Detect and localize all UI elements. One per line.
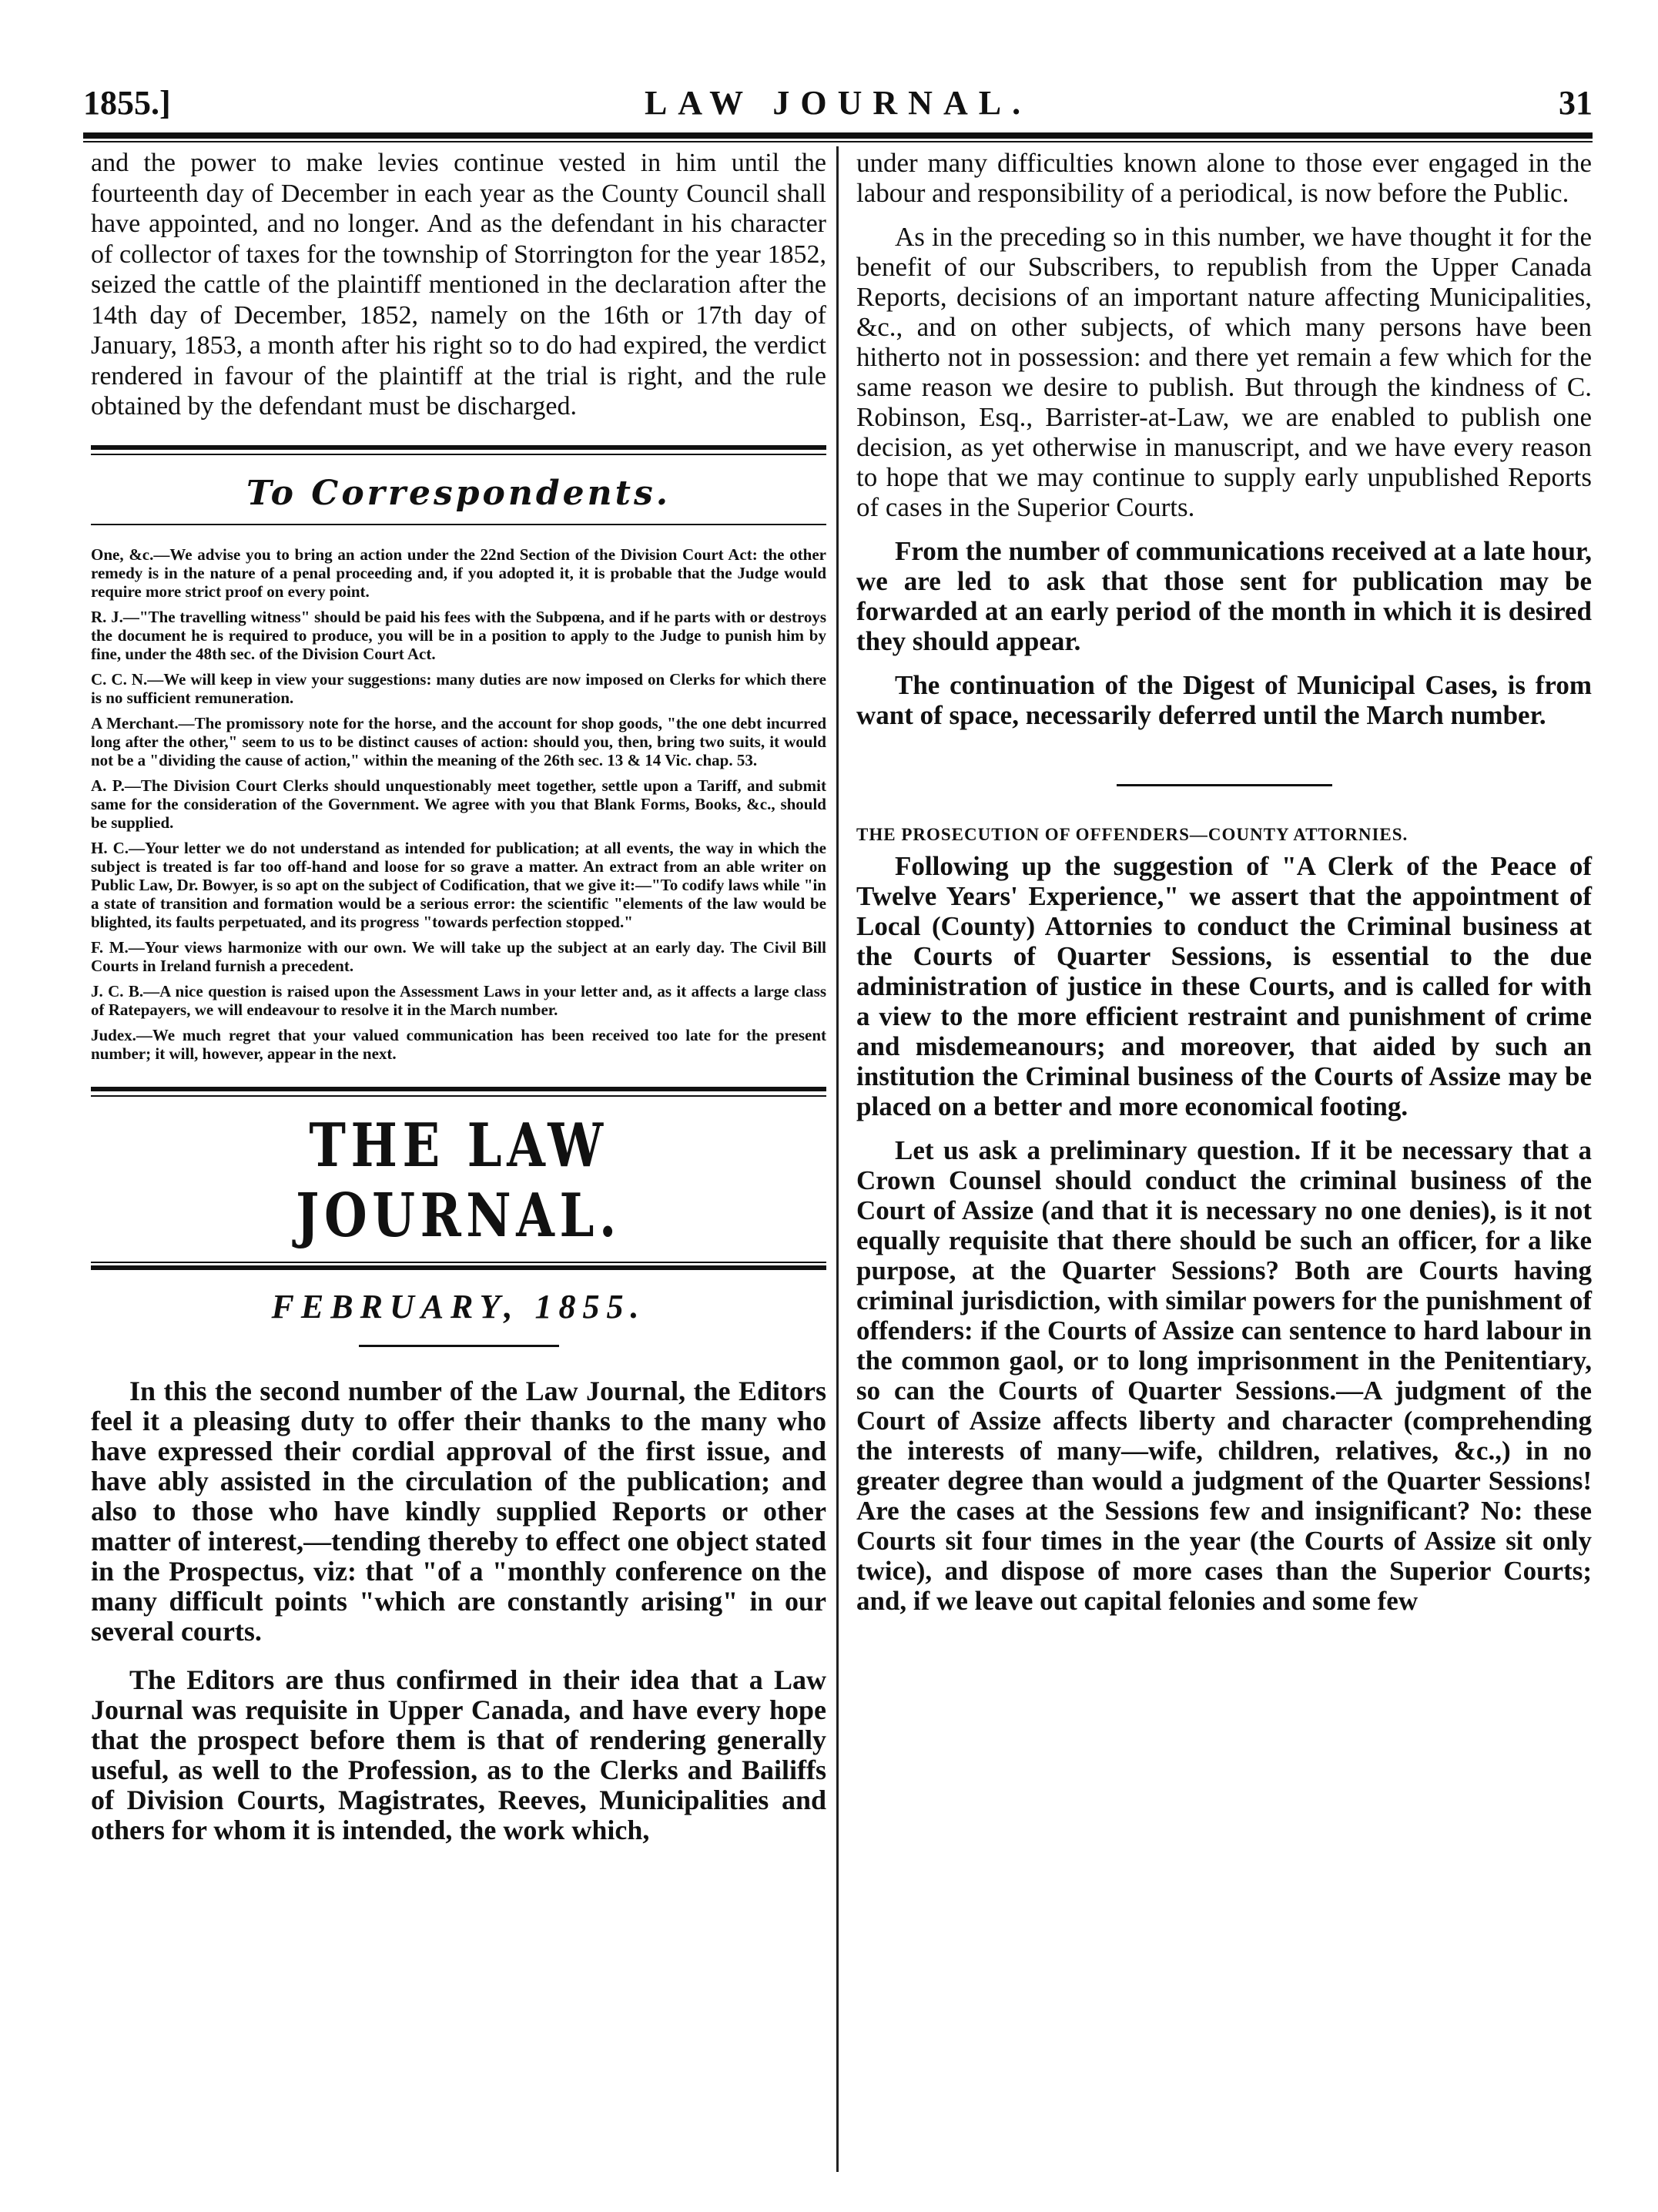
editorial-continuation: under many difficulties known alone to those ever engaged in the labour and responsibility of a periodical, is now before the Public. xyxy=(856,148,1592,208)
header-rule-thin xyxy=(83,141,1593,142)
correspondent-note: One, &c.—We advise you to bring an action under the 22nd Section of the Division Court Act: the other remedy is in the nature of a penal proceeding and, if you adopted it, it is probable that the Judge would require more strict proof on every point. xyxy=(91,545,826,601)
correspondents-heading: To Correspondents. xyxy=(246,473,672,513)
masthead-rule-thin xyxy=(91,1095,826,1097)
journal-masthead-title: THE LAW JOURNAL. xyxy=(296,1110,621,1251)
correspondent-note: C. C. N.—We will keep in view your suggestions: many duties are now imposed on Clerks for which there is no sufficient remuneration. xyxy=(91,669,826,707)
masthead-rule xyxy=(91,1087,826,1091)
section-rule xyxy=(91,445,826,450)
issue-date: FEBRUARY, 1855. xyxy=(271,1287,646,1326)
left-column xyxy=(91,148,826,1845)
masthead-rule-below-thick xyxy=(91,1265,826,1270)
case-conclusion-paragraph: and the power to make levies continue vested in him until the fourteenth day of December in each year as the County Council shall have appointed, and no longer. And as the defendant in his character of collector of taxes for the township of Storrington for the year 1852, seized the cattle of the plaintiff mentioned in the declaration after the 14th day of December, 1852, namely on the 16th or 17th day of January, 1853, a month after his right so to do had expired, the verdict rendered in favour of the plaintiff at the trial is right, and the rule obtained by the defendant must be discharged. xyxy=(91,149,826,421)
editorial-paragraph-digest: The continuation of the Digest of Municipal Cases, is from want of space, necessarily deferred until the March number. xyxy=(856,670,1592,730)
correspondent-note: A. P.—The Division Court Clerks should unquestionably meet together, settle upon a Tariff, and submit same for the consideration of the Government. We agree with you that Blank Forms, Books, &c., should be supplied. xyxy=(91,776,826,832)
masthead-rule-below xyxy=(91,1262,826,1263)
right-column xyxy=(856,148,1592,1616)
header-title: LAW JOURNAL. xyxy=(644,84,1032,122)
correspondent-note: H. C.—Your letter we do not understand as intended for publication; at all events, the way in which the subject is treated is far too off-hand and loose for so grave a matter. An extract from an able writer on Public Law, Dr. Bowyer, is so apt on the subject of Codification, that we give it:—"To codify laws while "in a state of transition and formation would be a serious error: the scientific "elements of the law would be blighted, its faults perpetuated, and its progress "towards perfection stopped." xyxy=(91,838,826,931)
correspondent-note: J. C. B.—A nice question is raised upon the Assessment Laws in your letter and, as it affects a large class of Ratepayers, we will endeavour to resolve it in the March number. xyxy=(91,981,826,1019)
correspondent-note: Judex.—We much regret that your valued communication has been received too late for the present number; it will, however, appear in the next. xyxy=(91,1025,826,1063)
date-rule xyxy=(359,1345,559,1347)
header-year: 1855.] xyxy=(83,84,171,122)
editorial-paragraph-2: The Editors are thus confirmed in their idea that a Law Journal was requisite in Upper Canada, and have every hope that the prospect before them is that of rendering generally useful, as well to the Profession, as to the Clerks and Bailiffs of Division Courts, Magistrates, Reeves, Municipalities and others for whom it is intended, the work which, xyxy=(91,1664,826,1845)
article-heading: THE PROSECUTION OF OFFENDERS—COUNTY ATTORNIES. xyxy=(856,825,1408,844)
correspondent-note: R. J.—"The travelling witness" should be paid his fees with the Subpœna, and if he parts with or destroys the document he is required to produce, you will be in a position to apply to the Judge to punish him by fine, under the 48th sec. of the Division Court Act. xyxy=(91,607,826,663)
section-rule-thin xyxy=(91,454,826,455)
editorial-paragraph-reports: As in the preceding so in this number, we have thought it for the benefit of our Subscribers, to republish from the Upper Canada Reports, decisions of an important nature affecting Municipalities, &c., and on other subjects, of which many persons have been hitherto not in possession: and there yet remain a few which for the same reason we desire to publish. But through the kindness of C. Robinson, Esq., Barrister-at-Law, we are enabled to publish one decision, as yet otherwise in manuscript, and we have every reason to hope that we may continue to supply early unpublished Reports of cases in the Superior Courts. xyxy=(856,222,1592,522)
correspondent-note: A Merchant.—The promissory note for the horse, and the account for shop goods, "the one debt incurred long after the other," seem to us to be distinct causes of action: should you, then, bring two suits, it would not be a "dividing the cause of action," within the meaning of the 26th sec. 13 & 14 Vic. chap. 53. xyxy=(91,713,826,769)
header-page-number: 31 xyxy=(1559,84,1593,122)
header-rule xyxy=(83,132,1593,139)
article-paragraph-1: Following up the suggestion of "A Clerk of the Peace of Twelve Years' Experience," we assert that the appointment of Local (County) Attornies to conduct the Criminal business at the Courts of Quarter Sessions, is essential to the due administration of justice in these Courts, and is called for with a view to the more efficient restraint and punishment of crime and misdemeanours; and moreover, that aided by such an institution the Criminal business of the Courts of Assize may be placed on a better and more economical footing. xyxy=(856,851,1592,1121)
correspondent-note: F. M.—Your views harmonize with our own. We will take up the subject at an early day. The Civil Bill Courts in Ireland furnish a precedent. xyxy=(91,937,826,975)
editorial-paragraph-communications: From the number of communications received at a late hour, we are led to ask that those sent for publication may be forwarded at an early period of the month in which it is desired they should appear. xyxy=(856,536,1592,656)
section-divider xyxy=(1117,784,1332,786)
article-paragraph-2: Let us ask a preliminary question. If it be necessary that a Crown Counsel should conduct the criminal business of the Court of Assize (and that it is necessary no one denies), is it not equally requisite that there should be such an officer, for a like purpose, at the Quarter Sessions? Both are Courts having criminal jurisdiction, with similar powers for the punishment of offenders: if the Courts of Assize can sentence to hard labour in the common gaol, or to long imprisonment in the Penitentiary, so can the Courts of Quarter Sessions.—A judgment of the Court of Assize affects liberty and character (comprehending the interests of many—wife, children, relatives, &c.,) in no greater degree than would a judgment of the Quarter Sessions! Are the cases at the Sessions few and insignificant? No: these Courts sit four times in the year (the Courts of Assize sit only twice), and dispose of more cases than the Superior Courts; and, if we leave out capital felonies and some few xyxy=(856,1135,1592,1616)
column-separator xyxy=(836,146,839,2172)
correspondents-rule xyxy=(91,524,826,525)
running-header xyxy=(83,83,1593,137)
editorial-paragraph-1: In this the second number of the Law Journal, the Editors feel it a pleasing duty to offer their thanks to the many who have expressed their cordial approval of the first issue, and have ably assisted in the circulation of the publication; and also to those who have kindly supplied Reports or other matter of interest,—tending thereby to effect one object stated in the Prospectus, viz: that "of a "monthly conference on the many difficult points "which are constantly arising" in our several courts. xyxy=(91,1375,826,1647)
